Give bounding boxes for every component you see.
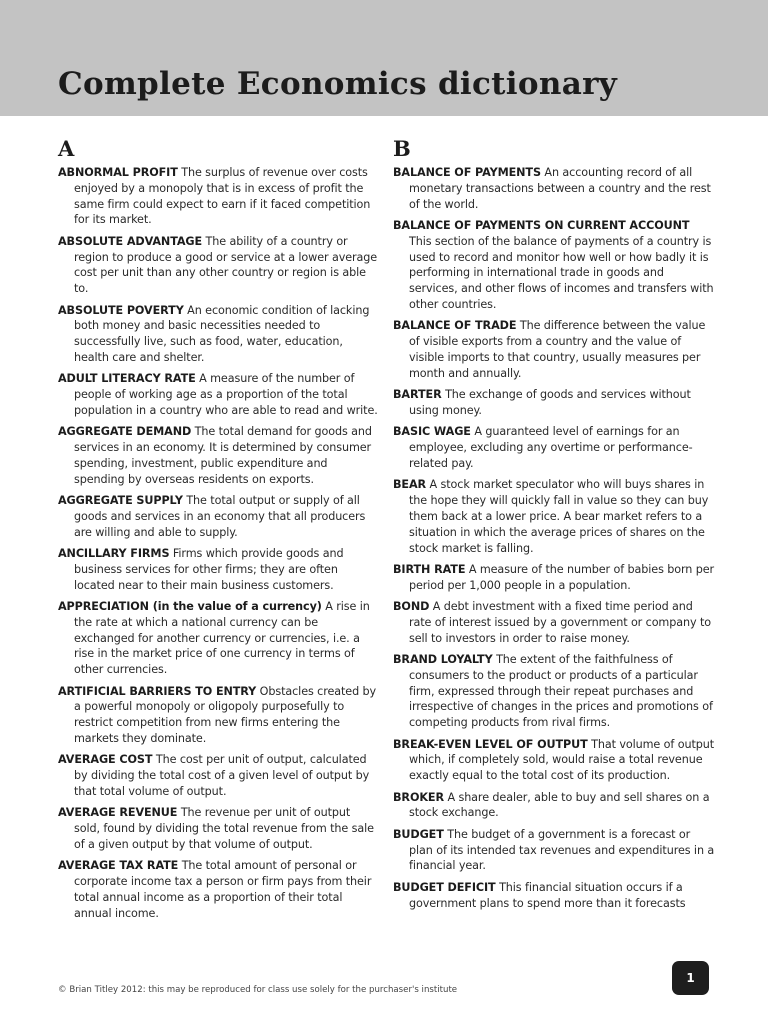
- dictionary-entry: [58, 752, 378, 799]
- copyright-footer: © Brian Titley 2012: this may be reproduced for class use solely for the purchaser's institute: [58, 985, 458, 995]
- entry-term: ABSOLUTE POVERTY: [58, 303, 184, 317]
- entry-term: BALANCE OF PAYMENTS ON CURRENT ACCOUNT: [393, 218, 690, 232]
- dictionary-entry: [58, 684, 378, 747]
- entry-term: BALANCE OF TRADE: [393, 319, 517, 333]
- entry-term: ANCILLARY FIRMS: [58, 547, 170, 561]
- entry-definition: A measure of the number of babies born per period per 1,000 people in a population.: [409, 562, 715, 592]
- entry-definition: The revenue per unit of output sold, found by dividing the total revenue from the sale of a given output by that volume of output.: [74, 806, 374, 852]
- entry-term: BROKER: [393, 790, 444, 804]
- entry-definition: An accounting record of all monetary transactions between a country and the rest of the world.: [409, 166, 711, 211]
- dictionary-entry: [58, 805, 378, 852]
- dictionary-entry: [393, 387, 715, 419]
- document-title: Complete Economics dictionary: [58, 66, 618, 102]
- dictionary-entry: [58, 858, 378, 921]
- entry-term: BUDGET: [393, 827, 444, 841]
- dictionary-entry: [393, 477, 715, 556]
- entry-term: AGGREGATE DEMAND: [58, 425, 192, 439]
- entry-term: BOND: [393, 600, 430, 614]
- dictionary-entry: [393, 652, 715, 731]
- dictionary-entry: [58, 424, 378, 487]
- entry-term: ABNORMAL PROFIT: [58, 166, 178, 179]
- dictionary-entry: [58, 493, 378, 540]
- dictionary-entry: [393, 827, 715, 874]
- entry-term: BARTER: [393, 388, 442, 402]
- entry-definition: The total demand for goods and services in an economy. It is determined by consumer spending, investment, public expenditure and spending by overseas residents on exports.: [74, 425, 372, 486]
- dictionary-entry: [58, 371, 378, 418]
- entry-definition: That volume of output which, if completely sold, would raise a total revenue exactly equal to the total cost of its production.: [409, 737, 715, 783]
- dictionary-entry: [393, 599, 715, 646]
- entry-definition: The budget of a government is a forecast or plan of its intended tax revenues and expenditures in a financial year.: [409, 827, 715, 873]
- entry-term: ABSOLUTE ADVANTAGE: [58, 234, 203, 248]
- column-b: [393, 136, 715, 917]
- entry-definition: The ability of a country or region to produce a good or service at a lower average cost per unit than any other country or region is able to.: [74, 234, 378, 296]
- page-number-badge: 1: [672, 961, 709, 995]
- entry-definition: A debt investment with a fixed time period and rate of interest issued by a government or company to sell to investors in order to raise money.: [409, 600, 711, 645]
- entry-term: ADULT LITERACY RATE: [58, 372, 196, 386]
- dictionary-entry: [393, 165, 715, 212]
- dictionary-entry: [58, 234, 378, 297]
- entry-definition: This financial situation occurs if a government plans to spend more than it forecasts: [409, 880, 686, 910]
- entry-definition: The exchange of goods and services without using money.: [409, 388, 691, 417]
- section-letter-b: B: [393, 136, 411, 161]
- dictionary-entry: [393, 318, 715, 381]
- entry-term: BEAR: [393, 478, 427, 492]
- entry-term: BALANCE OF PAYMENTS: [393, 166, 541, 179]
- dictionary-entry: [393, 790, 715, 822]
- entry-term: BREAK-EVEN LEVEL OF OUTPUT: [393, 737, 588, 751]
- entry-definition: The total amount of personal or corporate income tax a person or firm pays from their total annual income as a proportion of their total annual income.: [74, 859, 372, 920]
- dictionary-entry: [393, 880, 715, 912]
- entry-term: AVERAGE COST: [58, 753, 153, 767]
- entry-definition: A share dealer, able to buy and sell shares on a stock exchange.: [409, 790, 710, 820]
- entry-term: AGGREGATE SUPPLY: [58, 494, 183, 508]
- entry-definition: Firms which provide goods and business services for other firms; they are often located near to their main business customers.: [74, 547, 344, 592]
- dictionary-entry: [393, 737, 715, 784]
- dictionary-entry: [393, 218, 715, 313]
- entry-definition: A rise in the rate at which a national currency can be exchanged for another currency or currencies, i.e. a rise in the market price of one currency in terms of other currencies.: [74, 600, 370, 677]
- dictionary-entry: [58, 165, 378, 228]
- entry-definition: A stock market speculator who will buys shares in the hope they will quickly fall in value so they can buy them back at a lower price. A bear market refers to a situation in which the average prices of shares on the stock market is falling.: [409, 478, 709, 555]
- dictionary-entry: [58, 303, 378, 366]
- entry-definition: The difference between the value of visible exports from a country and the value of visible imports to that country, usually measures per month and annually.: [409, 319, 706, 380]
- entry-definition: The cost per unit of output, calculated by dividing the total cost of a given level of output by that total volume of output.: [74, 753, 370, 799]
- dictionary-entry: [393, 424, 715, 471]
- dictionary-entry: [393, 562, 715, 594]
- entry-definition: An economic condition of lacking both money and basic necessities needed to successfully live, such as food, water, education, health care and shelter.: [74, 303, 370, 364]
- entry-definition: The surplus of revenue over costs enjoyed by a monopoly that is in excess of profit the same firm could expect to earn if it faced competition for its market.: [74, 166, 371, 227]
- entry-list-b: [393, 165, 715, 911]
- entry-term: BRAND LOYALTY: [393, 653, 493, 667]
- dictionary-entry: [58, 546, 378, 593]
- section-letter-a: A: [58, 136, 75, 161]
- entry-definition: Obstacles created by a powerful monopoly or oligopoly purposefully to restrict competition from new firms entering the markets they dominate.: [74, 684, 377, 746]
- entry-list-a: [58, 165, 378, 922]
- entry-definition: The extent of the faithfulness of consumers to the product or products of a particular firm, expressed through their repeat purchases and irrespective of changes in the prices and promotions of competing products from rival firms.: [409, 653, 713, 730]
- entry-definition: A guaranteed level of earnings for an employee, excluding any overtime or performance-related pay.: [409, 425, 693, 470]
- entry-term: BASIC WAGE: [393, 425, 471, 439]
- entry-term: BUDGET DEFICIT: [393, 880, 496, 894]
- entry-term: ARTIFICIAL BARRIERS TO ENTRY: [58, 684, 257, 698]
- entry-term: BIRTH RATE: [393, 562, 466, 576]
- entry-definition: A measure of the number of people of working age as a proportion of the total population in a country who are able to read and write.: [74, 372, 378, 417]
- column-a: [58, 136, 378, 927]
- entry-definition: This section of the balance of payments of a country is used to record and monitor how well or how badly it is performing in international trade in goods and services, and other flows of incomes and transfers with other countries.: [409, 234, 714, 311]
- entry-definition: The total output or supply of all goods and services in an economy that all producers are willing and able to supply.: [74, 494, 366, 539]
- entry-term: AVERAGE TAX RATE: [58, 859, 179, 873]
- entry-term: APPRECIATION (in the value of a currency): [58, 600, 322, 614]
- dictionary-entry: [58, 599, 378, 678]
- entry-term: AVERAGE REVENUE: [58, 806, 178, 820]
